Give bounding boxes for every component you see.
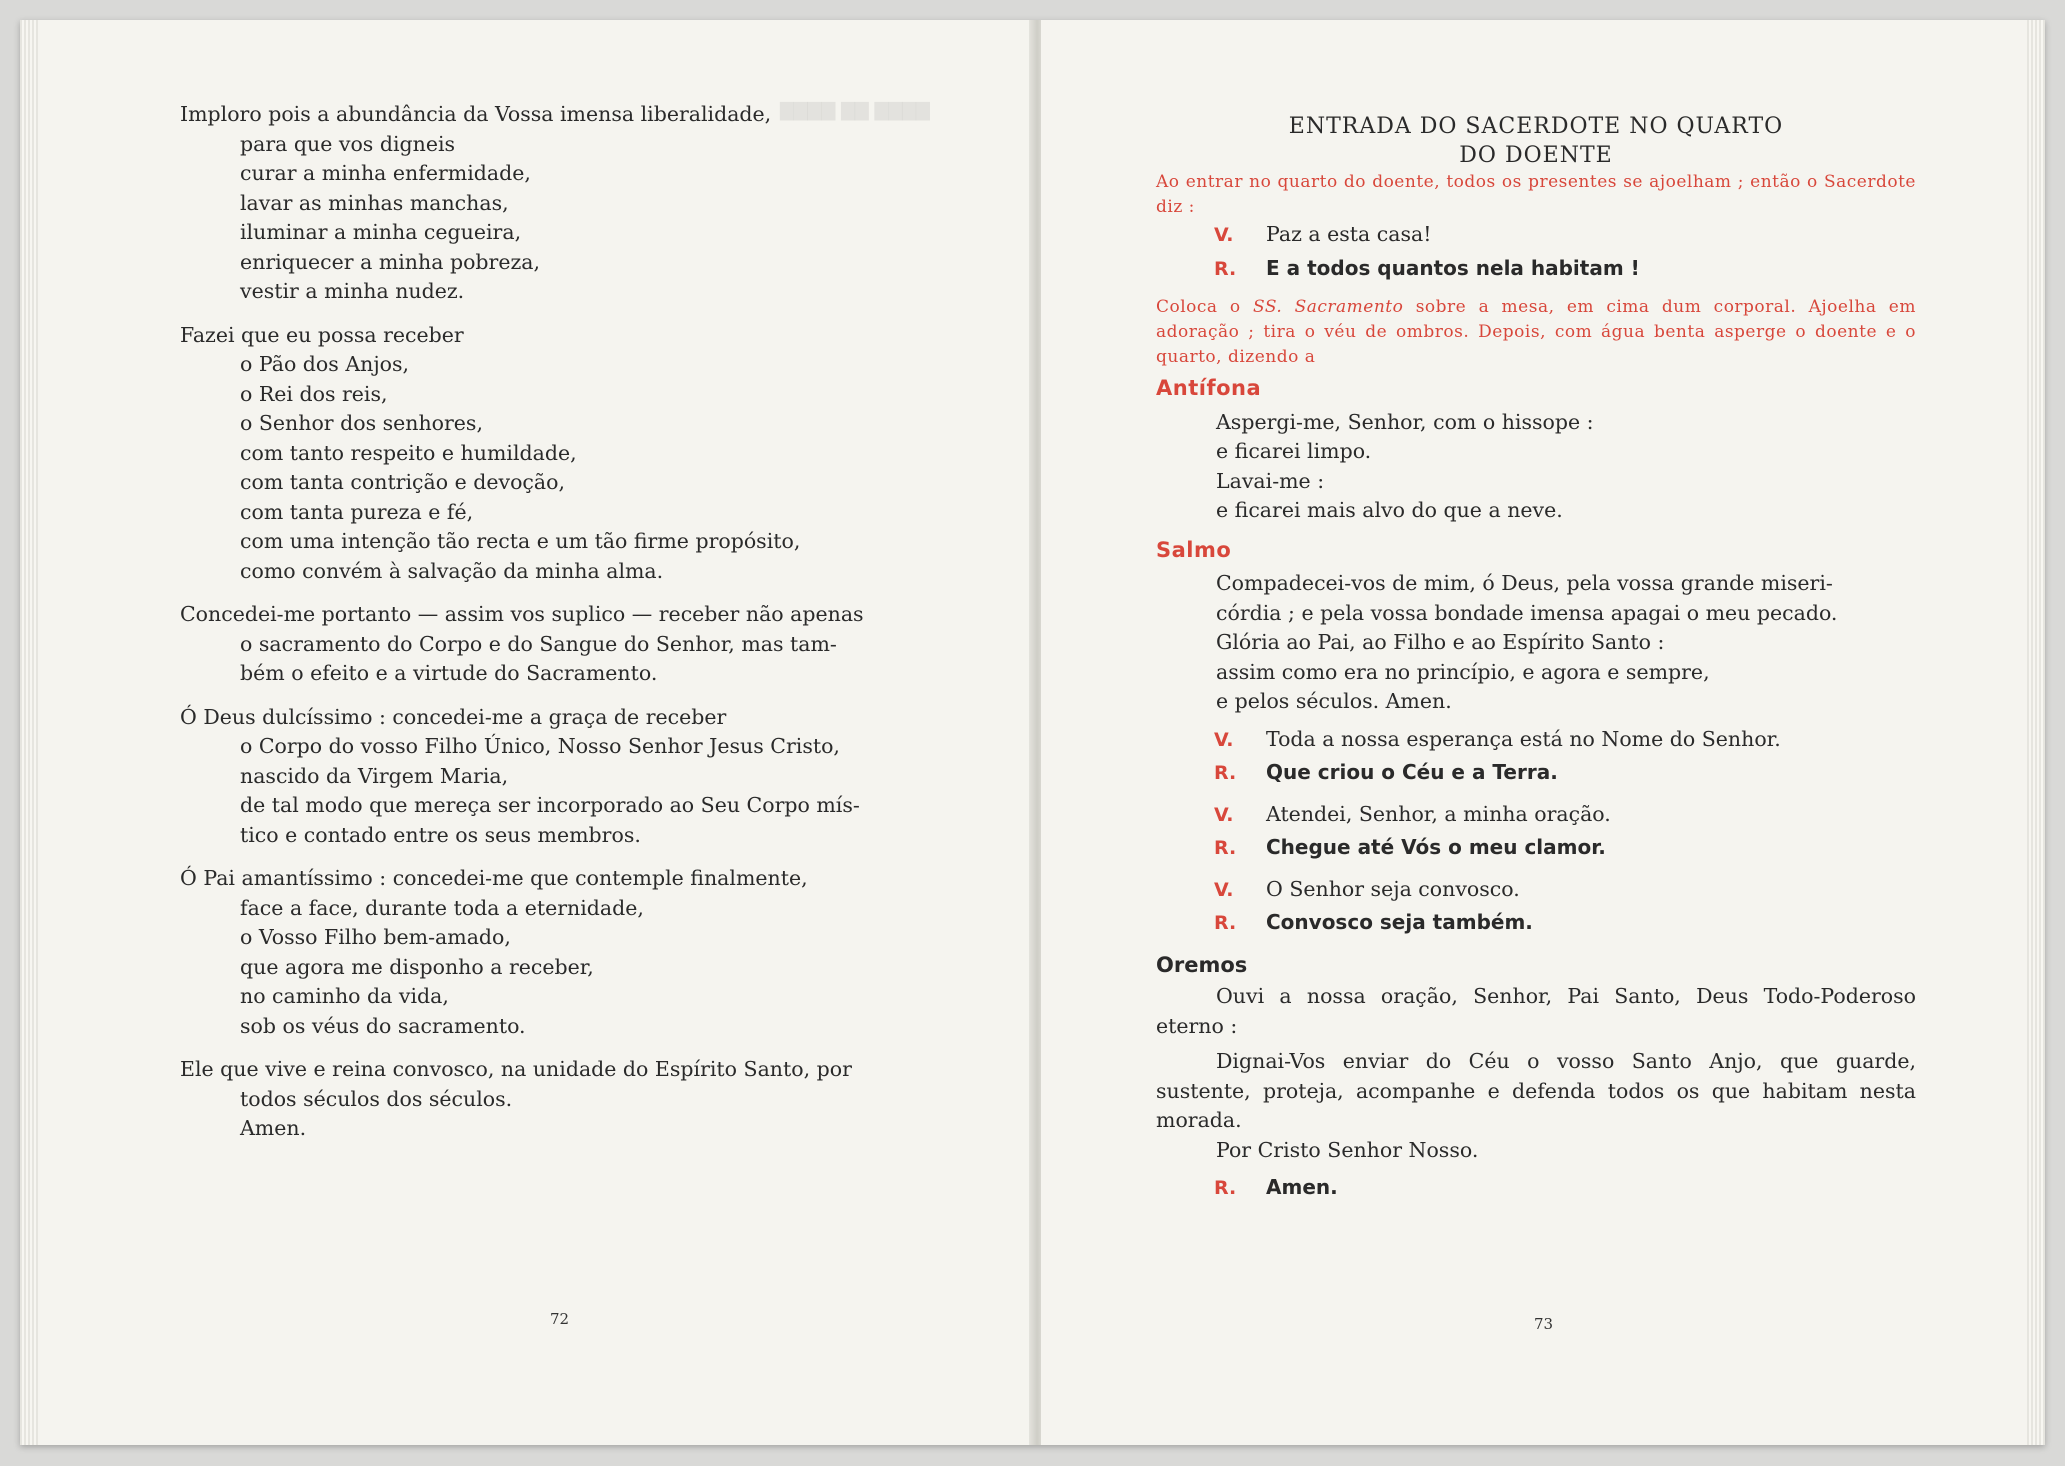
paragraph-line: com tanto respeito e humildade, bbox=[240, 440, 577, 465]
paragraph-line: o Pão dos Anjos, bbox=[240, 352, 410, 376]
paragraph-line: todos séculos dos séculos. bbox=[240, 1086, 513, 1111]
paragraph bbox=[180, 703, 970, 851]
paragraph-line: que agora me disponho a receber, bbox=[240, 954, 594, 979]
paragraph-line: Amen. bbox=[240, 1116, 307, 1140]
right-text bbox=[1156, 112, 1916, 1207]
response-mark: R. bbox=[1214, 837, 1237, 859]
paragraph-line: sob os véus do sacramento. bbox=[240, 1013, 526, 1038]
salmo-line: Compadecei-vos de mim, ó Deus, pela vossa grande miseri- bbox=[1216, 571, 1833, 595]
right-page bbox=[1041, 20, 2045, 1445]
paragraph-line: o Vosso Filho bem-amado, bbox=[240, 925, 511, 949]
versicle bbox=[1214, 800, 1916, 831]
response-text: E a todos quantos nela habitam ! bbox=[1266, 255, 1640, 280]
versicle-text: O Senhor seja convosco. bbox=[1266, 876, 1520, 901]
salmo-line: Glória ao Pai, ao Filho e ao Espírito Santo : bbox=[1216, 630, 1665, 654]
oremos-paragraph: Por Cristo Senhor Nosso. bbox=[1216, 1137, 1479, 1162]
response-text: Convosco seja também. bbox=[1266, 910, 1533, 934]
salmo-line: assim como era no princípio, e agora e sempre, bbox=[1216, 659, 1710, 684]
paragraph-first-line: Ó Deus dulcíssimo : concedei-me a graça de receber bbox=[180, 704, 727, 729]
paragraph-line: no caminho da vida, bbox=[240, 984, 449, 1008]
response-mark: R. bbox=[1214, 912, 1237, 934]
response-text: Chegue até Vós o meu clamor. bbox=[1266, 835, 1606, 859]
response-mark: R. bbox=[1214, 257, 1237, 280]
paragraph-first-line: Ele que vive e reina convosco, na unidade do Espírito Santo, por bbox=[180, 1057, 852, 1081]
rubric: Ao entrar no quarto do doente, todos os presentes se ajoelham ; então o Sacerdote diz : bbox=[1156, 172, 1916, 217]
paragraph-first-line: Ó Pai amantíssimo : concedei-me que contemple finalmente, bbox=[180, 866, 808, 890]
paragraph-line: enriquecer a minha pobreza, bbox=[240, 249, 541, 274]
paragraph-line: com tanta contrição e devoção, bbox=[240, 470, 565, 494]
title-line: ENTRADA DO SACERDOTE NO QUARTO bbox=[1288, 114, 1784, 139]
antifona-line: Lavai-me : bbox=[1216, 468, 1325, 493]
antifona-line: e ficarei limpo. bbox=[1216, 439, 1372, 463]
page-edge-right bbox=[2027, 20, 2045, 1445]
paragraph bbox=[180, 321, 970, 587]
versicle-text: Paz a esta casa! bbox=[1266, 222, 1432, 246]
rubric-text: sobre a mesa, em cima dum corporal. Ajoelha em adoração ; tira o véu de ombros. Depois, com água benta asperge o doente e o quarto, dizendo a bbox=[1156, 297, 1916, 367]
title-line: DO DOENTE bbox=[1459, 143, 1613, 168]
paragraph-line: o Rei dos reis, bbox=[240, 381, 388, 406]
paragraph-line: o Senhor dos senhores, bbox=[240, 411, 483, 435]
paragraph-line: curar a minha enfermidade, bbox=[240, 161, 531, 185]
left-text bbox=[180, 100, 970, 1158]
rubric-emphasis: SS. Sacramento bbox=[1252, 297, 1404, 317]
oremos-heading: Oremos bbox=[1156, 952, 1248, 977]
paragraph bbox=[180, 1055, 970, 1144]
paragraph-line: com tanta pureza e fé, bbox=[240, 499, 474, 524]
paragraph-line: o sacramento do Corpo e do Sangue do Senhor, mas tam- bbox=[240, 631, 837, 656]
rubric-text: Coloca o bbox=[1156, 297, 1253, 317]
response bbox=[1214, 833, 1916, 864]
salmo-line: e pelos séculos. Amen. bbox=[1216, 689, 1452, 713]
versicle bbox=[1214, 220, 1916, 251]
salmo-line: córdia ; e pela vossa bondade imensa apagai o meu pecado. bbox=[1216, 600, 1838, 625]
paragraph-first-line: Fazei que eu possa receber bbox=[180, 322, 464, 347]
response-mark: R. bbox=[1214, 1177, 1237, 1199]
bleed-through: ▇▇▇▇ ▇▇ ▇▇▇▇ bbox=[780, 100, 930, 121]
salmo-heading: Salmo bbox=[1156, 537, 1232, 562]
versicle-mark: V. bbox=[1214, 803, 1234, 826]
response bbox=[1214, 758, 1916, 789]
paragraph-line: de tal modo que mereça ser incorporado ao Seu Corpo mís- bbox=[240, 793, 860, 817]
paragraph-line: para que vos digneis bbox=[240, 131, 456, 156]
open-book bbox=[20, 20, 2045, 1445]
paragraph-line: lavar as minhas manchas, bbox=[240, 190, 509, 215]
left-page bbox=[20, 20, 1036, 1445]
page-number-left: 72 bbox=[550, 1310, 570, 1328]
response bbox=[1214, 254, 1916, 285]
versicle-mark: V. bbox=[1214, 728, 1234, 751]
paragraph-line: tico e contado entre os seus membros. bbox=[240, 822, 641, 847]
versicle-mark: V. bbox=[1214, 224, 1234, 246]
response bbox=[1214, 908, 1916, 939]
paragraph-line: vestir a minha nudez. bbox=[240, 279, 465, 303]
versicle-text: Atendei, Senhor, a minha oração. bbox=[1266, 801, 1611, 826]
antifona-line: e ficarei mais alvo do que a neve. bbox=[1216, 498, 1563, 522]
paragraph-first-line: Imploro pois a abundância da Vossa imensa liberalidade, bbox=[180, 102, 772, 126]
versicle-text: Toda a nossa esperança está no Nome do Senhor. bbox=[1266, 726, 1781, 751]
antifona-heading: Antífona bbox=[1156, 376, 1262, 400]
page-number-right: 73 bbox=[1534, 1315, 1554, 1333]
paragraph-line: como convém à salvação da minha alma. bbox=[240, 558, 664, 583]
paragraph-first-line: Concedei-me portanto — assim vos suplico — receber não apenas bbox=[180, 602, 864, 626]
rubric bbox=[1156, 295, 1916, 370]
versicle bbox=[1214, 875, 1916, 906]
versicle-mark: V. bbox=[1214, 878, 1234, 901]
paragraph-line: face a face, durante toda a eternidade, bbox=[240, 895, 644, 920]
oremos-paragraph: Ouvi a nossa oração, Senhor, Pai Santo, Deus Todo-Poderoso eterno : bbox=[1156, 984, 1916, 1038]
paragraph bbox=[180, 100, 970, 307]
versicle-group bbox=[1156, 220, 1916, 284]
versicle bbox=[1214, 725, 1916, 756]
paragraph-line: bém o efeito e a virtude do Sacramento. bbox=[240, 661, 658, 685]
oremos-paragraph: Dignai-Vos enviar do Céu o vosso Santo Anjo, que guarde, sustente, proteja, acompanhe e defenda todos os que habitam nesta morada. bbox=[1156, 1049, 1916, 1132]
section-title bbox=[1156, 112, 1916, 170]
response bbox=[1214, 1173, 1916, 1204]
paragraph bbox=[180, 600, 970, 689]
paragraph-line: o Corpo do vosso Filho Único, Nosso Senhor Jesus Cristo, bbox=[240, 734, 840, 758]
paragraph-line: com uma intenção tão recta e um tão firme propósito, bbox=[240, 529, 801, 553]
paragraph bbox=[180, 864, 970, 1041]
page-edge-left bbox=[20, 20, 38, 1445]
paragraph-line: iluminar a minha cegueira, bbox=[240, 220, 522, 244]
response-mark: R. bbox=[1214, 762, 1237, 784]
paragraph-line: nascido da Virgem Maria, bbox=[240, 763, 509, 788]
response-text: Que criou o Céu e a Terra. bbox=[1266, 760, 1558, 784]
antifona-line: Aspergi-me, Senhor, com o hissope : bbox=[1216, 409, 1594, 434]
response-text: Amen. bbox=[1266, 1175, 1338, 1199]
